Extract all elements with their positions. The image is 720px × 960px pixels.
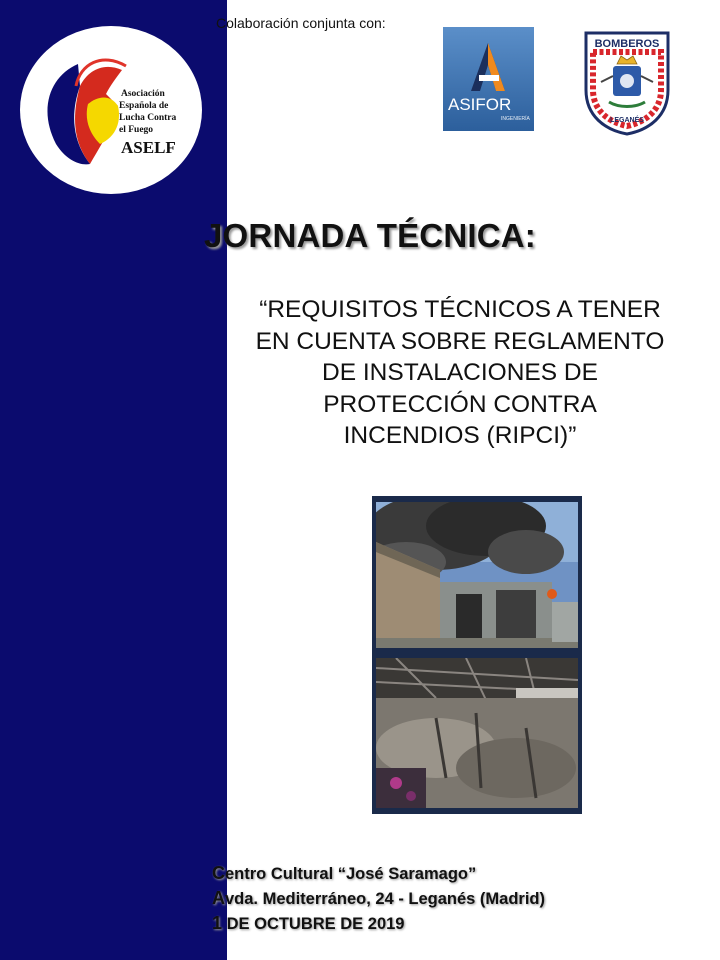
asifor-logo	[443, 27, 534, 131]
aself-line2: Española de	[119, 101, 169, 111]
venue-line2-text: vda. Mediterráneo, 24 - Leganés (Madrid)	[225, 890, 545, 908]
aself-line1: Asociación	[121, 89, 165, 99]
subtitle-line: EN CUENTA SOBRE REGLAMENTO	[255, 327, 665, 355]
event-date	[212, 913, 404, 934]
bomberos-top-text: BOMBEROS	[594, 38, 660, 50]
venue-address	[212, 888, 545, 909]
venue-line2-initial: A	[212, 888, 225, 908]
aself-line3: Lucha Contra	[119, 113, 177, 123]
venue-line3-text: DE OCTUBRE DE 2019	[222, 915, 405, 933]
event-title: JORNADA TÉCNICA:	[204, 217, 536, 254]
venue-name	[212, 863, 476, 884]
bomberos-bottom-text: LEGANÉS	[610, 117, 644, 124]
building-fire-photo	[376, 502, 578, 648]
subtitle-line: “REQUISITOS TÉCNICOS A TENER	[259, 296, 661, 323]
venue-line1-initial: C	[212, 863, 225, 883]
subtitle-line: INCENDIOS (RIPCI)”	[343, 422, 577, 449]
asifor-tag: INGENIERÍA	[501, 116, 530, 122]
bomberos-shield-logo	[583, 30, 671, 136]
collaboration-label: Colaboración conjunta con:	[216, 15, 386, 31]
photo-panel	[372, 496, 582, 814]
venue-line3-initial: 1	[212, 913, 223, 933]
event-subtitle	[230, 294, 690, 452]
aself-logo	[18, 24, 204, 196]
asifor-name: ASIFOR	[448, 95, 512, 114]
aself-line4: el Fuego	[119, 125, 154, 135]
subtitle-line: DE INSTALACIONES DE	[322, 359, 598, 386]
aself-acronym: ASELF	[121, 138, 176, 157]
burnt-interior-photo	[376, 658, 578, 808]
subtitle-line: PROTECCIÓN CONTRA	[323, 390, 597, 418]
venue-line1-text: entro Cultural “José Saramago”	[225, 865, 477, 883]
